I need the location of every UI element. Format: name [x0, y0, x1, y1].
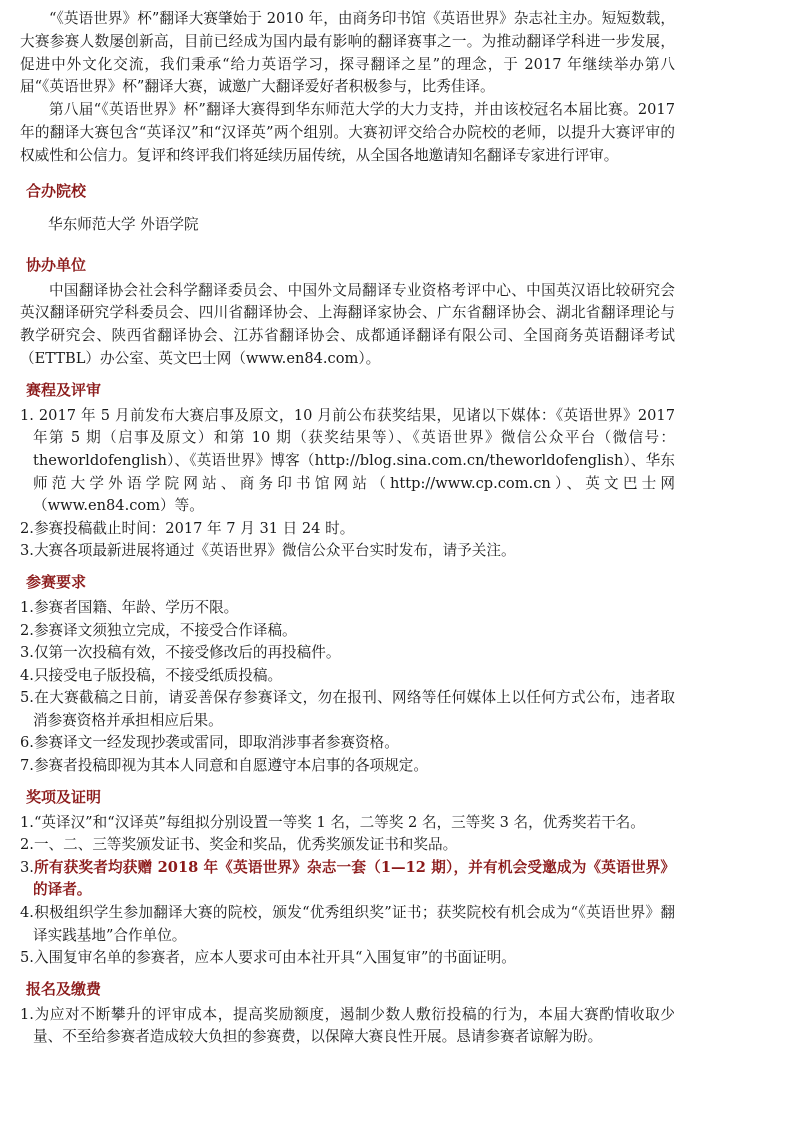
schedule-list [20, 405, 675, 563]
list-item [20, 620, 675, 643]
list-item-highlighted [20, 857, 675, 902]
list-item [20, 642, 675, 665]
co-host-text: 华东师范大学 外语学院 [48, 215, 199, 233]
list-item-text: 大赛各项最新进展将通过《英语世界》微信公众平台实时发布，请予关注。 [33, 542, 516, 560]
list-item-text: 在大赛截稿之日前，请妥善保存参赛译文，勿在报刊、网络等任何媒体上以任何方式公布，违者取消参赛资格并承担相应后果。 [33, 689, 675, 729]
list-item-number: 2. [20, 836, 34, 854]
list-item-text: 一、二、三等奖颁发证书、奖金和奖品，优秀奖颁发证书和奖品。 [33, 836, 458, 854]
highlighted-award-text: 所有获奖者均获赠 2018 年《英语世界》杂志一套（1—12 期），并有机会受邀成为《英语世界》的译者。 [33, 858, 675, 899]
list-item [20, 405, 675, 518]
list-item [20, 834, 675, 857]
list-item-number: 1. [20, 598, 34, 616]
section-heading-co-host: 合办院校 [26, 181, 87, 200]
list-item [20, 947, 675, 970]
list-item-number: 4. [20, 904, 34, 922]
section-heading-awards: 奖项及证明 [26, 787, 102, 806]
list-item-number: 3. [20, 858, 34, 876]
list-item [20, 597, 675, 620]
list-item [20, 665, 675, 688]
list-item-text: 2017 年 5 月前发布大赛启事及原文，10 月前公布获奖结果，见诸以下媒体：《英语世界》2017 年第 5 期（启事及原文）和第 10 期（获奖结果等）、《英语世界》微信公众平台（微信号：theworldofenglish）、《英语世界》博客（http://blog.sina.com.cn/theworldofenglish）、华东师范大学外语学院网站、商务印书馆网站（http://www.cp.com.cn）、英文巴士网（www.en84.com）等。 [33, 406, 675, 515]
list-item-text: 只接受电子版投稿，不接受纸质投稿。 [33, 666, 283, 684]
list-item [20, 732, 675, 755]
section-heading-requirements: 参赛要求 [26, 572, 87, 591]
list-item-number: 3. [20, 644, 34, 662]
list-item [20, 518, 675, 541]
list-item-number: 5. [20, 949, 34, 967]
registration-list [20, 1004, 675, 1049]
list-item-text: 为应对不断攀升的评审成本，提高奖励额度，遏制少数人敷衍投稿的行为，本届大赛酌情收取少量、不至给参赛者造成较大负担的参赛费，以保障大赛良性开展。恳请参赛者谅解为盼。 [33, 1005, 675, 1046]
section-heading-assist: 协办单位 [26, 255, 87, 274]
list-item-number: 2. [20, 621, 34, 639]
intro-paragraph-1: “《英语世界》杯”翻译大赛肇始于 2010 年，由商务印书馆《英语世界》杂志社主办。短短数载，大赛参赛人数屡创新高，目前已经成为国内最有影响的翻译赛事之一。为推动翻译学科进一步发展，促进中外文化交流，我们秉承“给力英语学习，探寻翻译之星”的理念，于 2017 年继续举办第八届“《英语世界》杯”翻译大赛，诚邀广大翻译爱好者积极参与，比秀佳译。 [20, 10, 675, 96]
list-item-text: “英译汉”和“汉译英”每组拟分别设置一等奖 1 名，二等奖 2 名，三等奖 3 名，优秀奖若干名。 [33, 813, 645, 831]
list-item-text: 参赛译文一经发现抄袭或雷同，即取消涉事者参赛资格。 [33, 734, 399, 752]
list-item-text: 参赛者国籍、年龄、学历不限。 [33, 598, 239, 616]
list-item [20, 755, 675, 778]
list-item-number: 1. [20, 406, 34, 424]
list-item-number: 2. [20, 519, 34, 537]
list-item-number: 1. [20, 813, 34, 831]
list-item [20, 540, 675, 563]
list-item-text: 仅第一次投稿有效，不接受修改后的再投稿件。 [33, 644, 341, 662]
list-item-text: 参赛者投稿即视为其本人同意和自愿遵守本启事的各项规定。 [33, 757, 428, 775]
list-item-number: 7. [20, 757, 34, 775]
list-item-number: 3. [20, 542, 34, 560]
list-item-text: 入围复审名单的参赛者，应本人要求可由本社开具“入围复审”的书面证明。 [33, 949, 516, 967]
intro-paragraph-2: 第八届“《英语世界》杯”翻译大赛得到华东师范大学的大力支持，并由该校冠名本届比赛。2017 年的翻译大赛包含“英译汉”和“汉译英”两个组别。大赛初评交给合办院校的老师，以提升大赛评审的权威性和公信力。复评和终评我们将延续历届传统，从全国各地邀请知名翻译专家进行评审。 [20, 101, 675, 164]
list-item [20, 1004, 675, 1049]
list-item [20, 812, 675, 835]
assist-text: 中国翻译协会社会科学翻译委员会、中国外文局翻译专业资格考评中心、中国英汉语比较研究会英汉翻译研究学科委员会、四川省翻译协会、上海翻译家协会、广东省翻译协会、湖北省翻译理论与教学研究会、陕西省翻译协会、江苏省翻译协会、成都通译翻译有限公司、全国商务英语翻译考试（ETTBL）办公室、英文巴士网（www.en84.com）。 [20, 281, 675, 367]
list-item-text: 参赛译文须独立完成，不接受合作译稿。 [33, 621, 297, 639]
section-heading-registration: 报名及缴费 [26, 979, 102, 998]
requirements-list [20, 597, 675, 778]
section-heading-schedule: 赛程及评审 [26, 380, 102, 399]
list-item [20, 687, 675, 732]
list-item [20, 902, 675, 947]
awards-list [20, 812, 675, 970]
list-item-text: 积极组织学生参加翻译大赛的院校，颁发“优秀组织奖”证书；获奖院校有机会成为“《英语世界》翻译实践基地”合作单位。 [33, 904, 675, 944]
list-item-number: 4. [20, 666, 34, 684]
list-item-text: 参赛投稿截止时间：2017 年 7 月 31 日 24 时。 [33, 519, 355, 537]
list-item-number: 5. [20, 689, 34, 707]
list-item-number: 1. [20, 1005, 34, 1023]
list-item-number: 6. [20, 734, 34, 752]
